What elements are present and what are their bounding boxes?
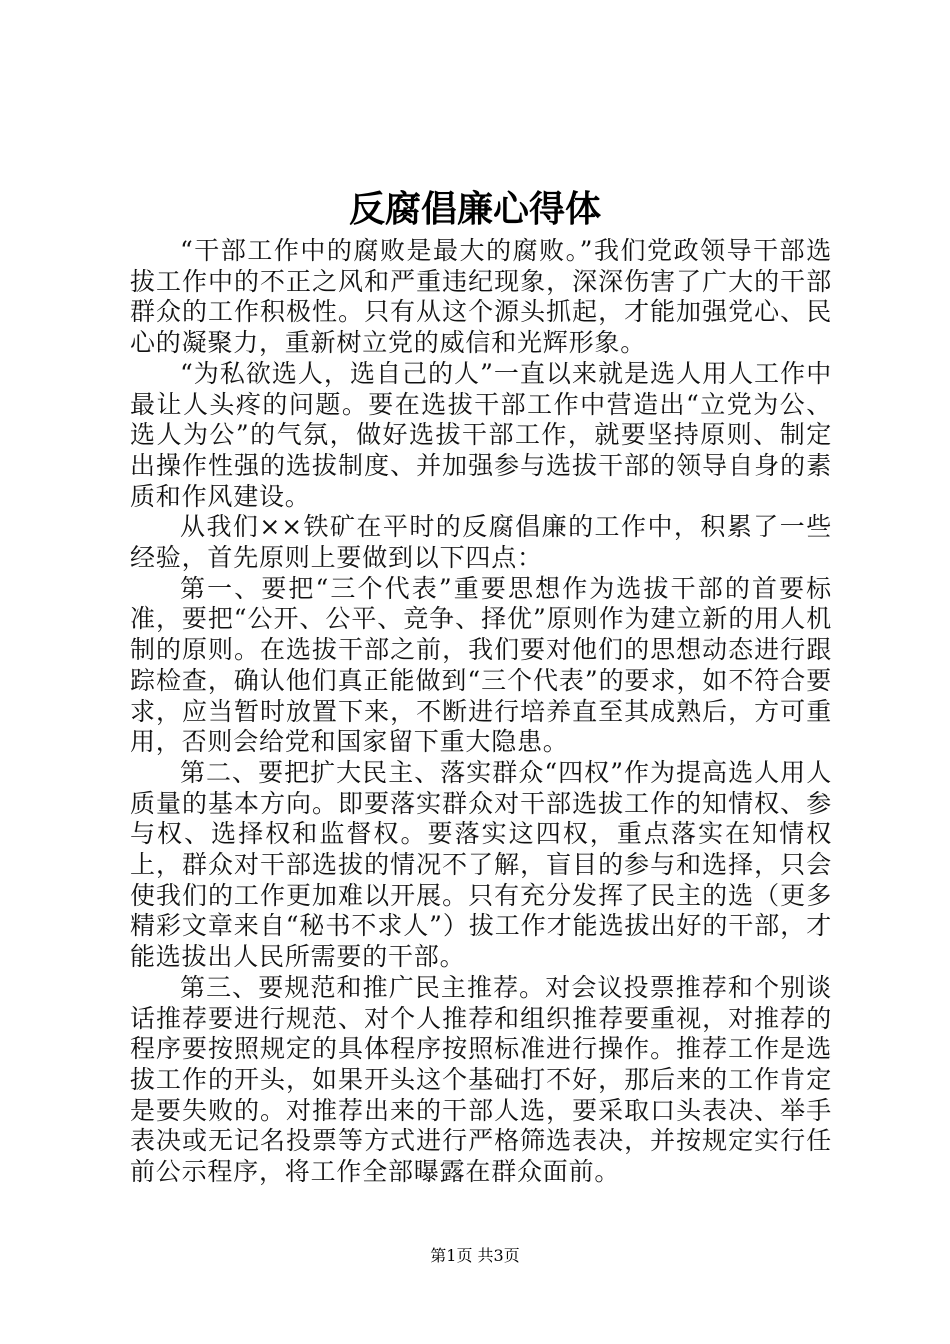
paragraph: “为私欲选人，选自己的人”一直以来就是选人用人工作中最让人头疼的问题。要在选拔干部工作中营造出“立党为公、选人为公”的气氛，做好选拔干部工作，就要坚持原则、制定出操作性强的选拔制度、并加强参与选拔干部的领导自身的素质和作风建设。 xyxy=(130,358,832,511)
document-title: 反腐倡廉心得体 xyxy=(348,188,601,230)
paragraph: “干部工作中的腐败是最大的腐败。”我们党政领导干部选拔工作中的不正之风和严重违纪现象，深深伤害了广大的干部群众的工作积极性。只有从这个源头抓起，才能加强党心、民心的凝聚力，重新树立党的威信和光辉形象。 xyxy=(130,236,832,358)
paragraph: 从我们××铁矿在平时的反腐倡廉的工作中，积累了一些经验，首先原则上要做到以下四点： xyxy=(130,512,832,573)
paragraph: 第三、要规范和推广民主推荐。对会议投票推荐和个别谈话推荐要进行规范、对个人推荐和组织推荐要重视，对推荐的程序要按照规定的具体程序按照标准进行操作。推荐工作是选拔工作的开头，如果开头这个基础打不好，那后来的工作肯定是要失败的。对推荐出来的干部人选，要采取口头表决、举手表决或无记名投票等方式进行严格筛选表决，并按规定实行任前公示程序，将工作全部曝露在群众面前。 xyxy=(130,972,832,1187)
page-number-footer: 第1页 共3页 xyxy=(430,1246,520,1265)
paragraph: 第一、要把“三个代表”重要思想作为选拔干部的首要标准，要把“公开、公平、竞争、择优”原则作为建立新的用人机制的原则。在选拔干部之前，我们要对他们的思想动态进行跟踪检查，确认他们真正能做到“三个代表”的要求，如不符合要求，应当暂时放置下来，不断进行培养直至其成熟后，方可重用，否则会给党和国家留下重大隐患。 xyxy=(130,573,832,757)
paragraph: 第二、要把扩大民主、落实群众“四权”作为提高选人用人质量的基本方向。即要落实群众对干部选拔工作的知情权、参与权、选择权和监督权。要落实这四权，重点落实在知情权上，群众对干部选拔的情况不了解，盲目的参与和选择，只会使我们的工作更加难以开展。只有充分发挥了民主的选（更多精彩文章来自“秘书不求人”）拔工作才能选拔出好的干部，才能选拔出人民所需要的干部。 xyxy=(130,757,832,972)
document-body xyxy=(130,236,832,1188)
